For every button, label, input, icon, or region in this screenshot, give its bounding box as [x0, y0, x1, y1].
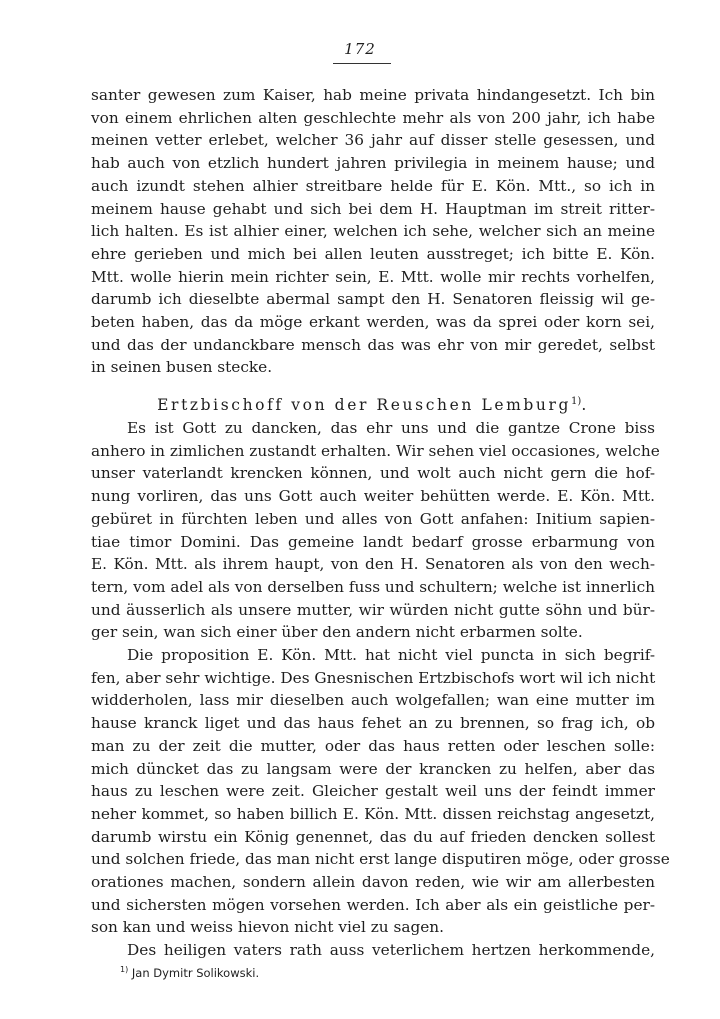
text-line: ehre gerieben und mich bei allen leuten ausstreget; ich bitte E. Kön. [91, 244, 655, 263]
text-line: von einem ehrlichen alten geschlechte mehr als von 200 jahr, ich habe [91, 108, 655, 127]
text-line: hab auch von etzlich hundert jahren privilegia in meinem hause; und [91, 154, 655, 173]
text-line: ger sein, wan sich einer über den andern nicht erbarmen solte. [91, 623, 583, 642]
text-line: meinem hause gehabt und sich bei dem H. Hauptman im streit ritter- [91, 199, 655, 218]
text-line: unser vaterlandt krencken können, und wolt auch nicht gern die hof- [91, 464, 655, 483]
section-heading [91, 391, 655, 416]
text-line: haus zu leschen were zeit. Gleicher gestalt weil uns der feindt immer [91, 782, 655, 801]
text-line: anhero in zimlichen zustandt erhalten. Wir sehen viel occasiones, welche [91, 441, 660, 460]
text-line: E. Kön. Mtt. als ihrem haupt, von den H. Senatoren als von den wech- [91, 555, 655, 574]
text-line: Des heiligen vaters rath auss veterlichem hertzen herkommende, [127, 941, 655, 960]
text-line: auch izundt stehen alhier streitbare helde für E. Kön. Mtt., so ich in [91, 176, 655, 195]
footnote-text: Jan Dymitr Solikowski. [131, 965, 260, 980]
text-line: in seinen busen stecke. [91, 358, 273, 377]
footnote [120, 965, 259, 980]
text-line: nung vorliren, das uns Gott auch weiter behütten werde. E. Kön. Mtt. [91, 487, 655, 506]
text-line: und äusserlich als unsere mutter, wir würden nicht gutte söhn und bür- [91, 600, 655, 619]
text-line: mich düncket das zu langsam were der krancken zu helfen, aber das [91, 759, 655, 778]
paragraph-2 [91, 417, 660, 644]
text-line: fen, aber sehr wichtige. Des Gnesnischen Ertzbischofs wort wil ich nicht [91, 668, 656, 687]
text-line: tern, vom adel als von derselben fuss und schultern; welche ist innerlich [91, 577, 655, 596]
text-line: neher kommet, so haben billich E. Kön. Mtt. dissen reichstag angesetzt, [91, 804, 655, 823]
text-line: Es ist Gott zu dancken, das ehr uns und die gantze Crone biss [127, 419, 655, 437]
text-line: darumb ich dieselbte abermal sampt den H. Senatoren fleissig wil ge- [91, 290, 655, 309]
section-heading-trailing: . [581, 396, 589, 415]
text-line: und sichersten mögen vorsehen werden. Ich aber als ein geistliche per- [91, 895, 655, 914]
text-line: beten haben, das da möge erkant werden, was da sprei oder korn sei, [91, 313, 655, 332]
text-line: man zu der zeit die mutter, oder das haus retten oder leschen solle: [91, 736, 655, 755]
page-number-rule [333, 63, 391, 64]
text-line: widderholen, lass mir dieselben auch wolgefallen; wan eine mutter im [91, 691, 655, 710]
text-line: santer gewesen zum Kaiser, hab meine privata hindangesetzt. Ich bin [91, 86, 655, 104]
text-line: lich halten. Es ist alhier einer, welchen ich sehe, welcher sich an meine [91, 222, 655, 241]
text-line: und solchen friede, das man nicht erst lange disputiren möge, oder grosse [91, 850, 670, 869]
text-line: son kan und weiss hievon nicht viel zu sagen. [91, 918, 445, 937]
text-line: gebüret in fürchten leben und alles von Gott anfahen: Initium sapien- [91, 509, 655, 528]
text-line: Die proposition E. Kön. Mtt. hat nicht viel puncta in sich begrif- [127, 646, 655, 665]
text-line: orationes machen, sondern allein davon reden, wie wir am allerbesten [91, 873, 655, 892]
paragraph-3 [91, 644, 670, 939]
section-heading-text: Ertzbischoff von der Reuschen Lemburg [157, 396, 572, 415]
text-line: tiae timor Domini. Das gemeine landt bedarf grosse erbarmung von [91, 532, 655, 551]
page-number: 172 [344, 40, 376, 58]
text-line: meinen vetter erlebet, welcher 36 jahr auf disser stelle gesessen, und [91, 131, 655, 150]
paragraph-1 [91, 84, 655, 379]
text-line: hause kranck liget und das haus fehet an zu brennen, so frag ich, ob [91, 714, 655, 733]
section-body [91, 417, 670, 962]
text-line: Mtt. wolle hierin mein richter sein, E. Mtt. wolle mir rechts vorhelfen, [91, 267, 655, 286]
text-line: und das der undanckbare mensch das was ehr von mir geredet, selbst [91, 335, 655, 354]
section-heading-footnote-marker: 1) [571, 396, 582, 407]
footnote-marker: 1) [120, 965, 129, 974]
text-line: darumb wirstu ein König genennet, das du auf frieden dencken sollest [91, 827, 655, 846]
paragraph-4 [91, 939, 655, 962]
